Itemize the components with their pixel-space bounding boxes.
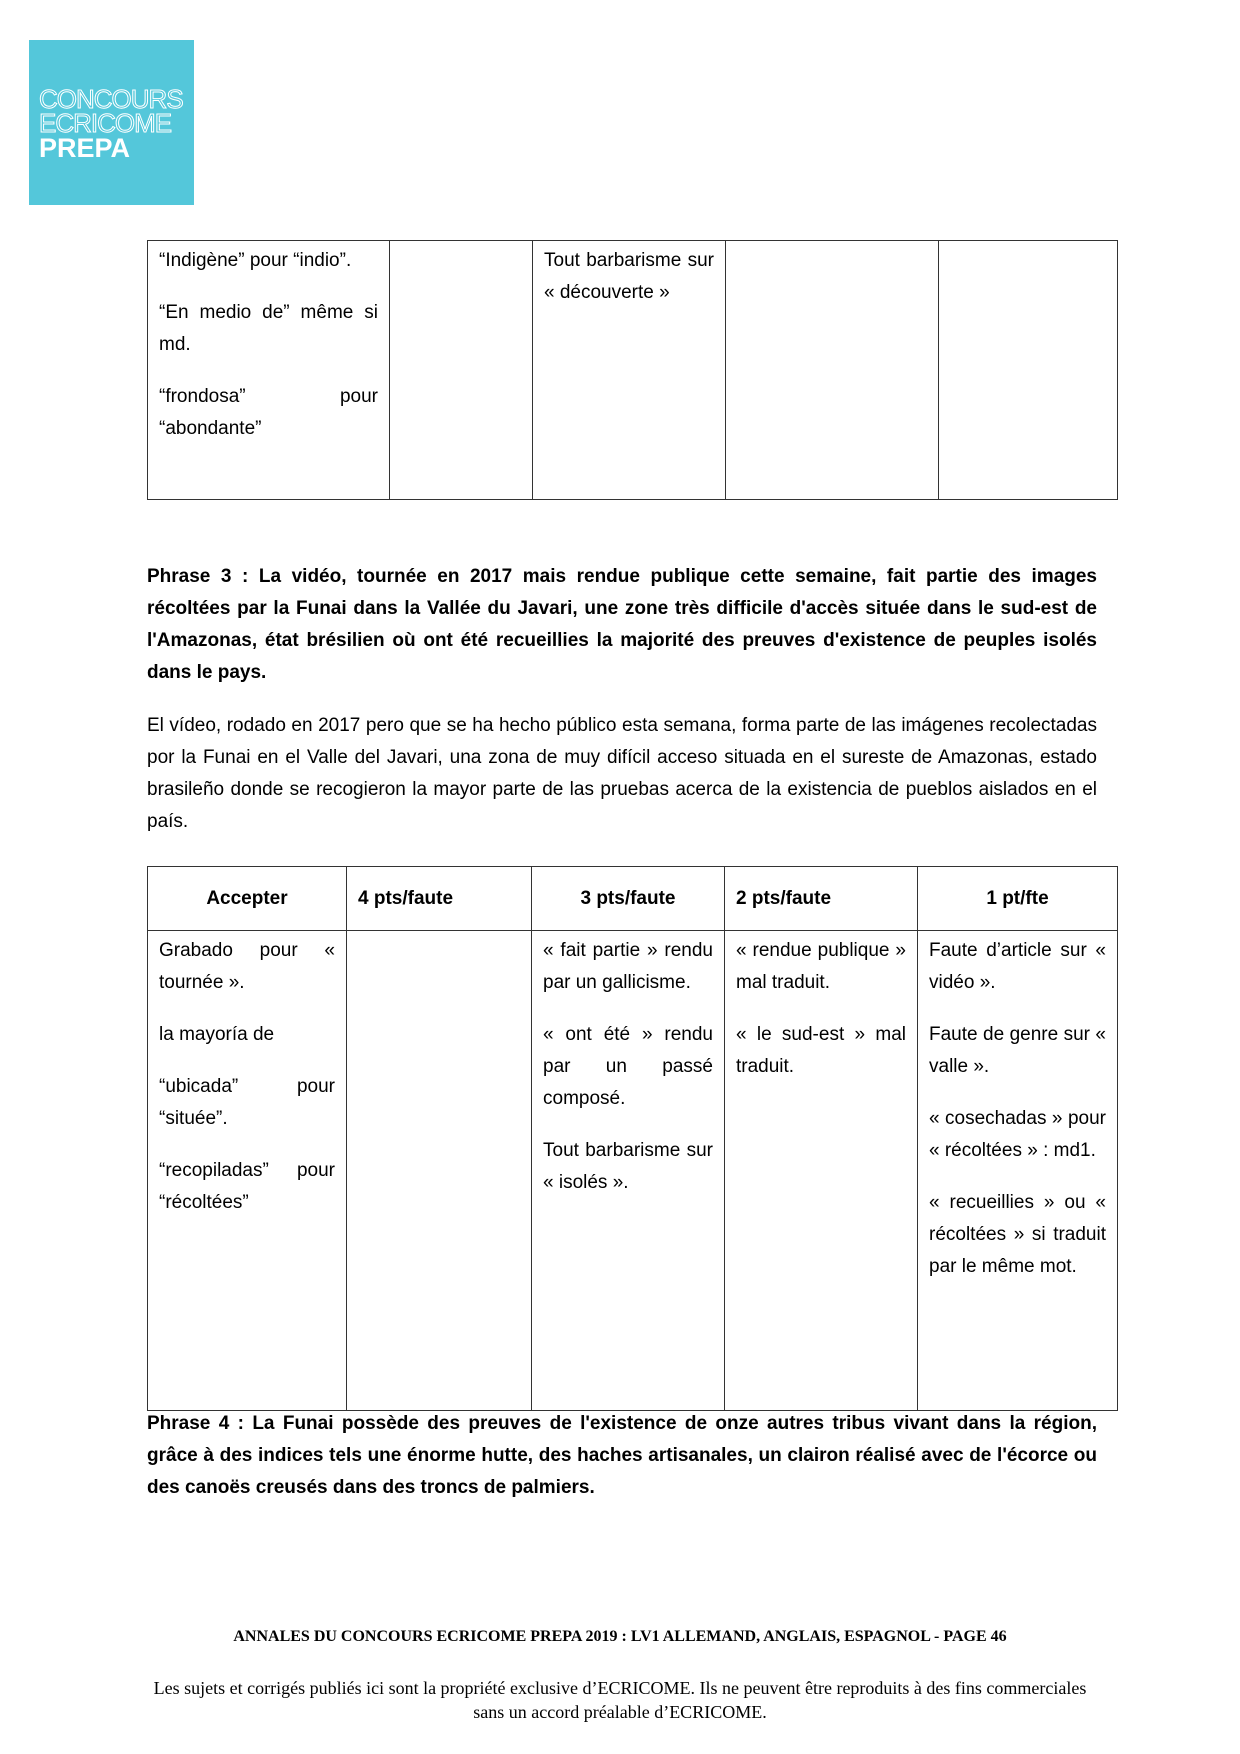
list-item: “ubicada” pour “située”. [159,1076,335,1129]
table-row [148,931,1118,1411]
correction-table-phrase3 [147,866,1118,1411]
table2-1pt-cell [918,931,1118,1411]
header-2pts: 2 pts/faute [725,867,918,931]
list-item: « fait partie » rendu par un gallicisme. [543,940,713,993]
table-row [148,241,1118,500]
list-item: Faute de genre sur « valle ». [929,1024,1106,1077]
table1-3pts-cell [533,241,726,500]
list-item: “Indigène” pour “indio”. [159,250,352,271]
list-item: Tout barbarisme sur « découverte » [544,250,714,303]
table1-1pt-cell [939,241,1118,500]
header-1pt: 1 pt/fte [918,867,1118,931]
phrase3-label: Phrase 3 : [147,566,249,587]
list-item: la mayoría de [159,1024,275,1045]
table1-accept-cell [148,241,390,500]
table2-3pts-cell [532,931,725,1411]
list-item: Faute d’article sur « vidéo ». [929,940,1106,993]
table2-4pts-cell [347,931,532,1411]
phrase3-spanish: El vídeo, rodado en 2017 pero que se ha hecho público esta semana, forma parte de las imágenes recolectadas por la Funai en el Valle del Javari, una zona de muy difícil acceso situada en el sureste de Amazonas, estado brasileño donde se recogieron la mayor parte de las pruebas acerca de la existencia de pueblos aislados en el país. [147,715,1097,832]
table2-accept-cell [148,931,347,1411]
phrase4-text: La Funai possède des preuves de l'existence de onze autres tribus vivant dans la région, grâce à des indices tels une énorme hutte, des haches artisanales, un clairon réalisé avec de l'écorce ou des canoës creusés dans des troncs de palmiers. [147,1413,1098,1498]
phrase4-label: Phrase 4 : [147,1413,244,1434]
table2-2pts-cell [725,931,918,1411]
list-item: Tout barbarisme sur « isolés ». [543,1140,713,1193]
list-item: « le sud-est » mal traduit. [736,1024,906,1077]
list-item: « recueillies » ou « récoltées » si traduit par le même mot. [929,1192,1106,1277]
table1-2pts-cell [726,241,939,500]
footer-title: ANNALES DU CONCOURS ECRICOME PREPA 2019 : LV1 ALLEMAND, ANGLAIS, ESPAGNOL - PAGE 46 [233,1628,1007,1645]
header-4pts: 4 pts/faute [347,867,532,931]
logo-line-2: ECRICOME [39,108,172,138]
list-item: « cosechadas » pour « récoltées » : md1. [929,1108,1106,1161]
header-3pts: 3 pts/faute [532,867,725,931]
list-item: “En medio de” même si md. [159,302,378,355]
phrase3-french [147,561,1097,689]
phrase3-text: La vidéo, tournée en 2017 mais rendue publique cette semaine, fait partie des images récoltées par la Funai dans la Vallée du Javari, une zone très difficile d'accès située dans le sud-est de l'Amazonas, état brésilien où ont été recueillies la majorité des preuves d'existence de peuples isolés dans le pays. [147,566,1098,683]
footer-copyright-note: Les sujets et corrigés publiés ici sont la propriété exclusive d’ECRICOME. Ils ne peuvent être reproduits à des fins commerciales sans un accord préalable d’ECRICOME. [153,1678,1087,1722]
table1-4pts-cell [390,241,533,500]
list-item: “recopiladas” pour “récoltées” [159,1160,335,1213]
list-item: “frondosa” pour “abondante” [159,386,378,439]
list-item: « ont été » rendu par un passé composé. [543,1024,713,1109]
list-item: Grabado pour « tournée ». [159,940,335,993]
concours-ecricome-logo [29,40,194,205]
logo-line-1: CONCOURS [39,84,183,114]
logo-line-3: PREPA [39,133,131,163]
table-header-row [148,867,1118,931]
correction-table-phrase2-continued [147,240,1118,500]
header-accepter: Accepter [148,867,347,931]
list-item: « rendue publique » mal traduit. [736,940,906,993]
phrase4-french [147,1408,1097,1504]
